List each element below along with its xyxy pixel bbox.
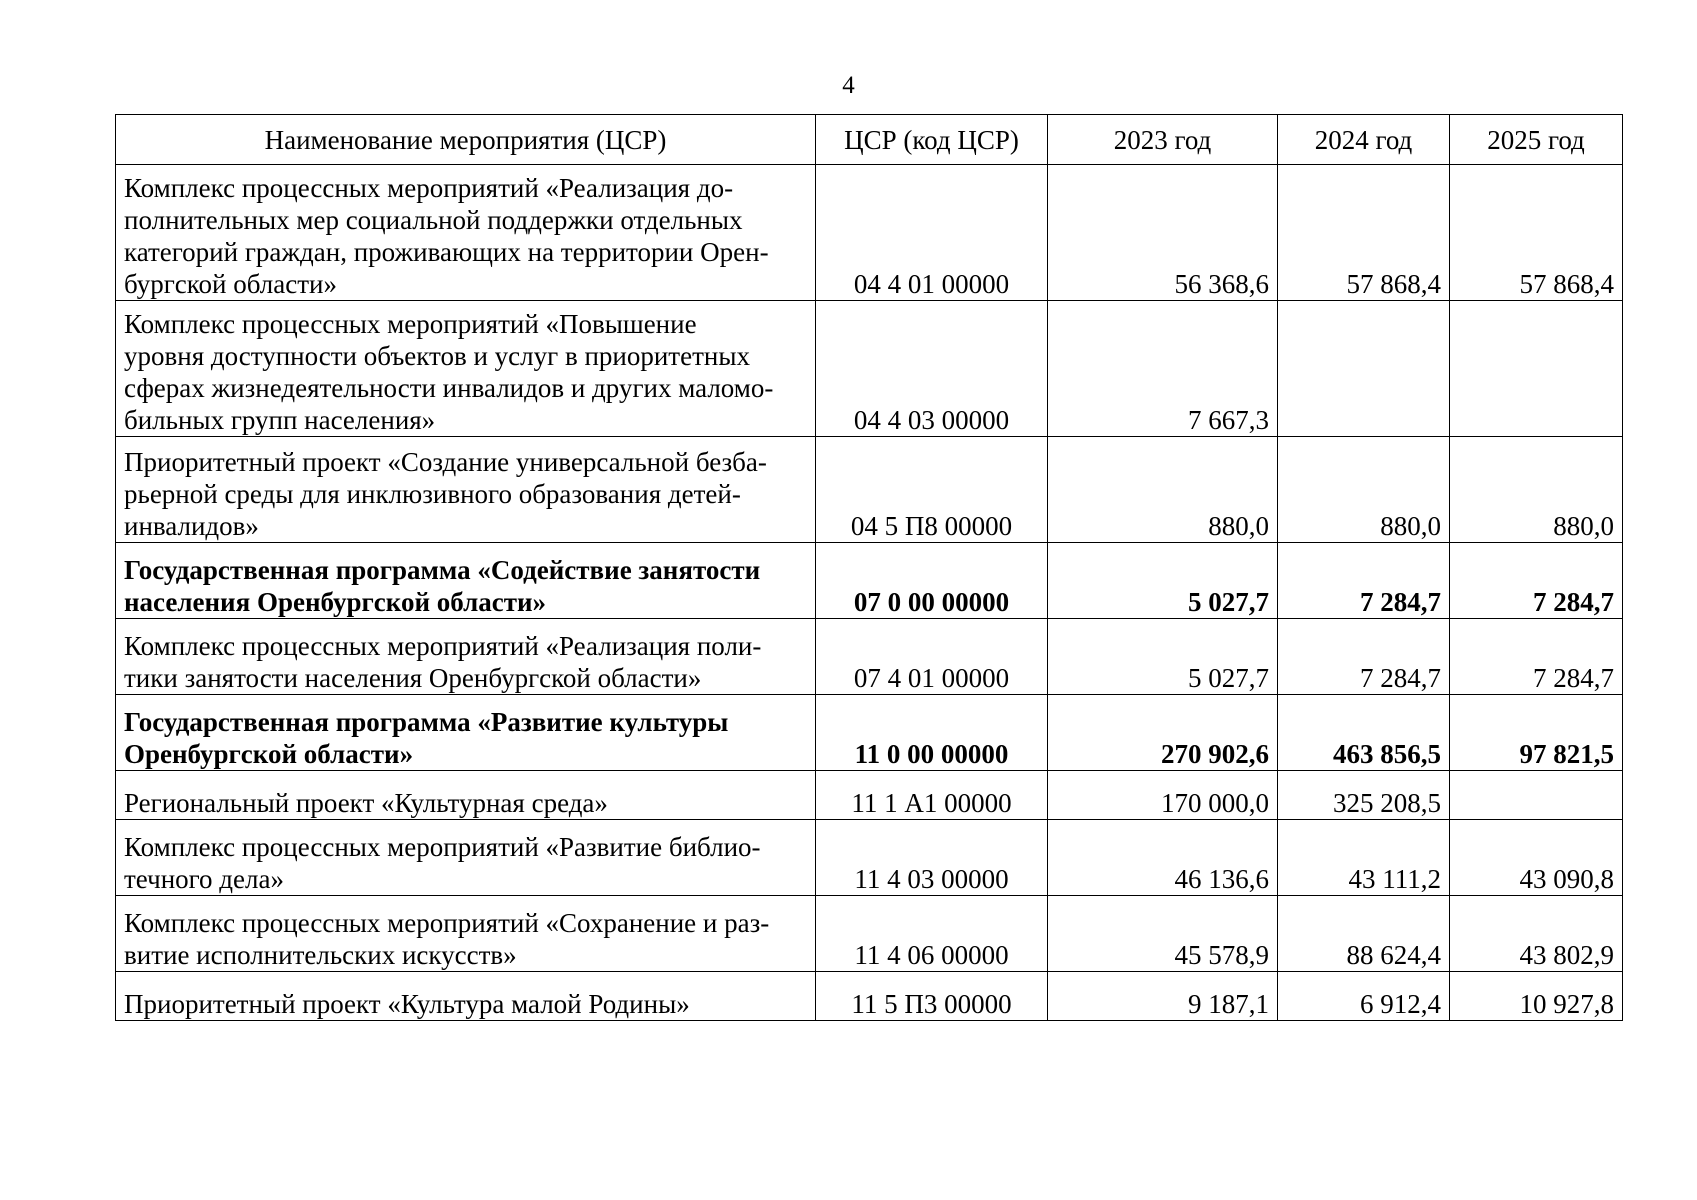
row-value-2023: 270 902,6: [1048, 695, 1278, 771]
table-row: [116, 771, 1623, 820]
row-value-2024: 43 111,2: [1278, 820, 1450, 896]
row-name: Комплекс процессных мероприятий «Развитие библио- течного дела»: [116, 820, 816, 896]
row-value-2025: 43 090,8: [1450, 820, 1623, 896]
row-name: Комплекс процессных мероприятий «Сохранение и раз- витие исполнительских искусств»: [116, 896, 816, 972]
row-value-2025: [1450, 301, 1623, 437]
row-value-2025: 57 868,4: [1450, 165, 1623, 301]
row-value-2025: 880,0: [1450, 437, 1623, 543]
row-value-2024: 880,0: [1278, 437, 1450, 543]
row-value-2023: 9 187,1: [1048, 972, 1278, 1021]
row-value-2024: 6 912,4: [1278, 972, 1450, 1021]
row-code: 04 5 П8 00000: [816, 437, 1048, 543]
row-value-2023: 56 368,6: [1048, 165, 1278, 301]
row-code: 11 5 П3 00000: [816, 972, 1048, 1021]
row-name: Приоритетный проект «Создание универсальной безба- рьерной среды для инклюзивного образования детей- инвалидов»: [116, 437, 816, 543]
row-code: 04 4 03 00000: [816, 301, 1048, 437]
row-name: Государственная программа «Развитие культуры Оренбургской области»: [116, 695, 816, 771]
row-code: 11 0 00 00000: [816, 695, 1048, 771]
header-name: Наименование мероприятия (ЦСР): [116, 115, 816, 165]
table-row: [116, 437, 1623, 543]
row-code: 11 4 03 00000: [816, 820, 1048, 896]
row-value-2024: 7 284,7: [1278, 619, 1450, 695]
header-2023: 2023 год: [1048, 115, 1278, 165]
row-name: Государственная программа «Содействие занятости населения Оренбургской области»: [116, 543, 816, 619]
row-value-2025: 10 927,8: [1450, 972, 1623, 1021]
row-value-2023: 46 136,6: [1048, 820, 1278, 896]
page-number: 4: [842, 72, 855, 99]
table-row: [116, 820, 1623, 896]
row-value-2025: 97 821,5: [1450, 695, 1623, 771]
row-value-2023: 7 667,3: [1048, 301, 1278, 437]
table-header-row: [116, 115, 1623, 165]
row-name: Комплекс процессных мероприятий «Реализация поли- тики занятости населения Оренбургской области»: [116, 619, 816, 695]
row-name: Комплекс процессных мероприятий «Реализация до- полнительных мер социальной поддержки отдельных категорий граждан, проживающих на территории Орен- бургской области»: [116, 165, 816, 301]
header-code: ЦСР (код ЦСР): [816, 115, 1048, 165]
row-code: 04 4 01 00000: [816, 165, 1048, 301]
row-name: Комплекс процессных мероприятий «Повышение уровня доступности объектов и услуг в приоритетных сферах жизнедеятельности инвалидов и других маломо- бильных групп населения»: [116, 301, 816, 437]
budget-table: [115, 114, 1623, 1021]
row-value-2024: 57 868,4: [1278, 165, 1450, 301]
row-value-2025: 7 284,7: [1450, 543, 1623, 619]
row-value-2025: 7 284,7: [1450, 619, 1623, 695]
row-value-2023: 5 027,7: [1048, 543, 1278, 619]
table-row: [116, 165, 1623, 301]
row-value-2024: 7 284,7: [1278, 543, 1450, 619]
row-value-2024: 325 208,5: [1278, 771, 1450, 820]
row-value-2023: 170 000,0: [1048, 771, 1278, 820]
row-code: 07 4 01 00000: [816, 619, 1048, 695]
row-value-2023: 45 578,9: [1048, 896, 1278, 972]
table-row: [116, 896, 1623, 972]
row-value-2024: [1278, 301, 1450, 437]
row-code: 07 0 00 00000: [816, 543, 1048, 619]
header-2024: 2024 год: [1278, 115, 1450, 165]
row-value-2023: 880,0: [1048, 437, 1278, 543]
table-row: [116, 972, 1623, 1021]
row-name: Приоритетный проект «Культура малой Родины»: [116, 972, 816, 1021]
row-code: 11 1 А1 00000: [816, 771, 1048, 820]
header-2025: 2025 год: [1450, 115, 1623, 165]
row-value-2025: 43 802,9: [1450, 896, 1623, 972]
row-value-2025: [1450, 771, 1623, 820]
row-value-2023: 5 027,7: [1048, 619, 1278, 695]
row-name: Региональный проект «Культурная среда»: [116, 771, 816, 820]
row-value-2024: 463 856,5: [1278, 695, 1450, 771]
row-value-2024: 88 624,4: [1278, 896, 1450, 972]
table-row: [116, 543, 1623, 619]
table-row: [116, 695, 1623, 771]
row-code: 11 4 06 00000: [816, 896, 1048, 972]
table-row: [116, 619, 1623, 695]
table-row: [116, 301, 1623, 437]
